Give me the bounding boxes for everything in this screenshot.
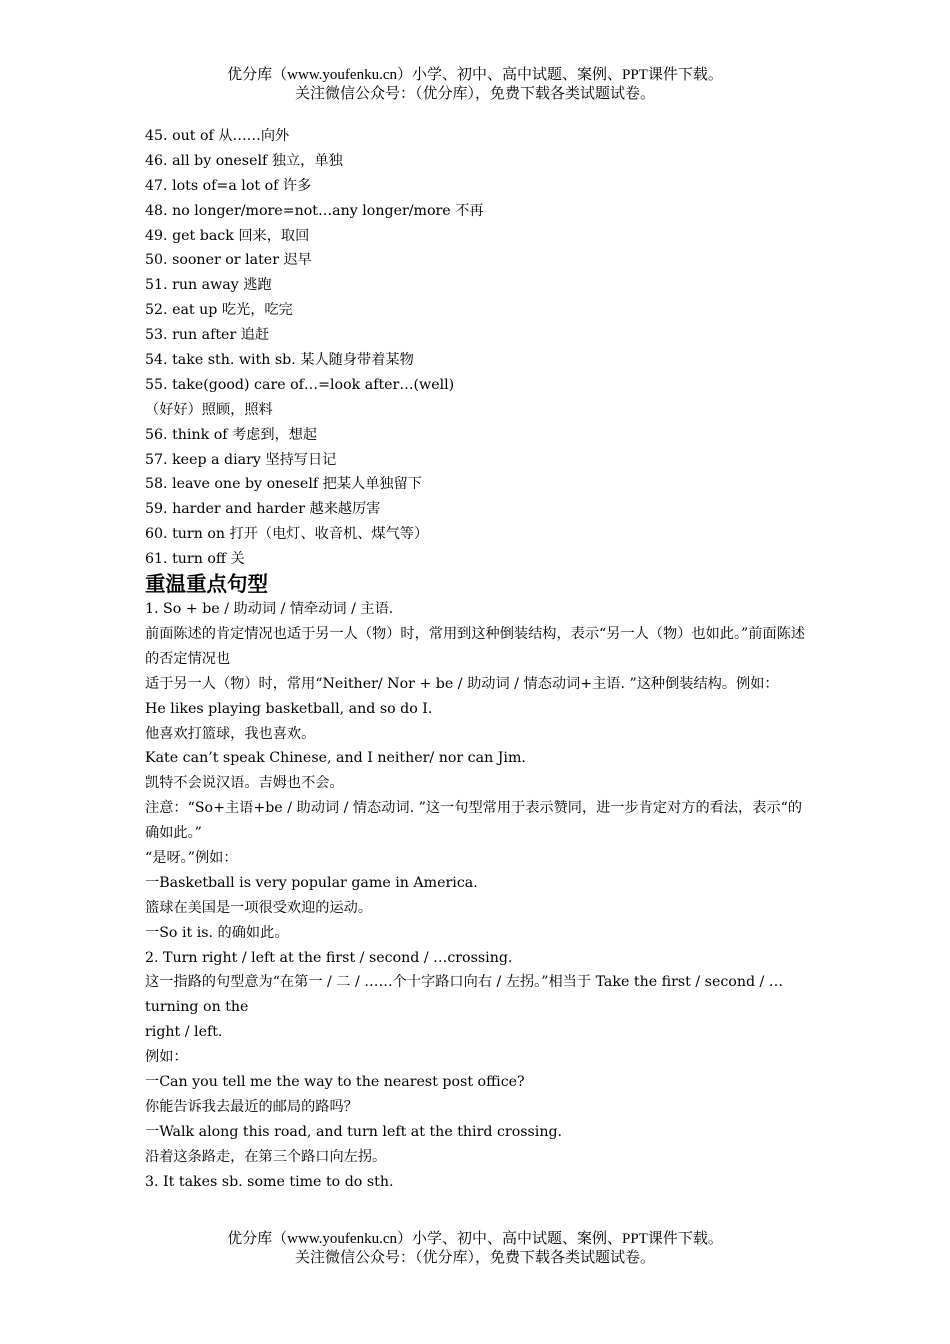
example-english: 一Walk along this road, and turn left at the third crossing. [145, 1123, 563, 1140]
example-english: 一So it is. 的确如此。 [145, 924, 289, 941]
phrase-item: 50. sooner or later 迟早 [145, 252, 312, 269]
phrase-item-continuation: （好好）照顾，照料 [145, 401, 273, 418]
phrase-item: 59. harder and harder 越来越厉害 [145, 501, 381, 518]
phrase-item: 47. lots of=a lot of 许多 [145, 177, 312, 194]
footer-line-2: 关注微信公众号：（优分库），免费下载各类试题试卷。 [294, 1250, 655, 1266]
example-chinese: 他喜欢打篮球，我也喜欢。 [145, 725, 316, 742]
header-line-1: 优分库（www.youfenku.cn）小学、初中、高中试题、案例、PPT课件下载。 [227, 67, 723, 83]
phrase-item: 48. no longer/more=not…any longer/more 不再 [145, 202, 484, 219]
explanation-text: 前面陈述的肯定情况也适于另一人（物）时，常用到这种倒装结构，表示“另一人（物）也如此。”前面陈述的否定情况也 [145, 625, 806, 667]
phrase-item: 60. turn on 打开（电灯、收音机、煤气等） [145, 526, 429, 543]
explanation-text: 这一指路的句型意为“在第一 / 二 / ……个十字路口向右 / 左拐。”相当于 Take the first / second / …turning on the [145, 974, 784, 1016]
note-text: 注意：“So+主语+be / 助动词 / 情态动词. ”这一句型常用于表示赞同，进一步肯定对方的看法，表示“的确如此。” [145, 800, 803, 842]
phrase-item: 58. leave one by oneself 把某人单独留下 [145, 476, 422, 493]
phrase-item: 55. take(good) care of…=look after…(well) [145, 376, 455, 393]
example-chinese: 篮球在美国是一项很受欢迎的运动。 [145, 899, 373, 916]
example-chinese: 凯特不会说汉语。吉姆也不会。 [145, 775, 344, 792]
pattern-title: 3. It takes sb. some time to do sth. [145, 1173, 394, 1190]
example-chinese: 你能告诉我去最近的邮局的路吗？ [145, 1098, 358, 1115]
phrase-item: 53. run after 追赶 [145, 327, 270, 344]
document-body [145, 124, 813, 1195]
example-english: Kate can’t speak Chinese, and I neither/ nor can Jim. [145, 750, 526, 767]
phrase-item: 51. run away 逃跑 [145, 277, 272, 294]
phrase-item: 45. out of 从……向外 [145, 128, 290, 144]
explanation-text: right / left. [145, 1024, 223, 1041]
phrase-item: 54. take sth. with sb. 某人随身带着某物 [145, 352, 414, 369]
example-english: He likes playing basketball, and so do I. [145, 700, 433, 717]
example-english: 一Basketball is very popular game in America. [145, 874, 478, 891]
footer-line-1: 优分库（www.youfenku.cn）小学、初中、高中试题、案例、PPT课件下载。 [227, 1231, 723, 1247]
header-line-2: 关注微信公众号：（优分库），免费下载各类试题试卷。 [294, 86, 655, 102]
phrase-item: 56. think of 考虑到，想起 [145, 426, 318, 443]
phrase-item: 49. get back 回来，取回 [145, 227, 310, 244]
section-title: 重温重点句型 [145, 572, 268, 597]
example-label: 例如： [145, 1049, 188, 1066]
pattern-title: 1. So + be / 助动词 / 情牵动词 / 主语. [145, 601, 394, 618]
note-text: “是呀。”例如： [145, 850, 238, 867]
explanation-text: 适于另一人（物）时，常用“Neither/ Nor + be / 助动词 / 情态动词+主语. ”这种倒装结构。例如： [145, 675, 779, 692]
phrase-item: 52. eat up 吃光，吃完 [145, 302, 293, 319]
phrase-item: 46. all by oneself 独立，单独 [145, 152, 343, 169]
page-footer [0, 1230, 950, 1268]
phrase-item: 57. keep a diary 坚持写日记 [145, 451, 337, 468]
pattern-title: 2. Turn right / left at the first / second / …crossing. [145, 949, 513, 966]
page-header [0, 66, 950, 104]
phrase-item: 61. turn off 关 [145, 551, 245, 568]
example-chinese: 沿着这条路走，在第三个路口向左拐。 [145, 1148, 387, 1165]
example-english: 一Can you tell me the way to the nearest post office? [145, 1074, 525, 1091]
